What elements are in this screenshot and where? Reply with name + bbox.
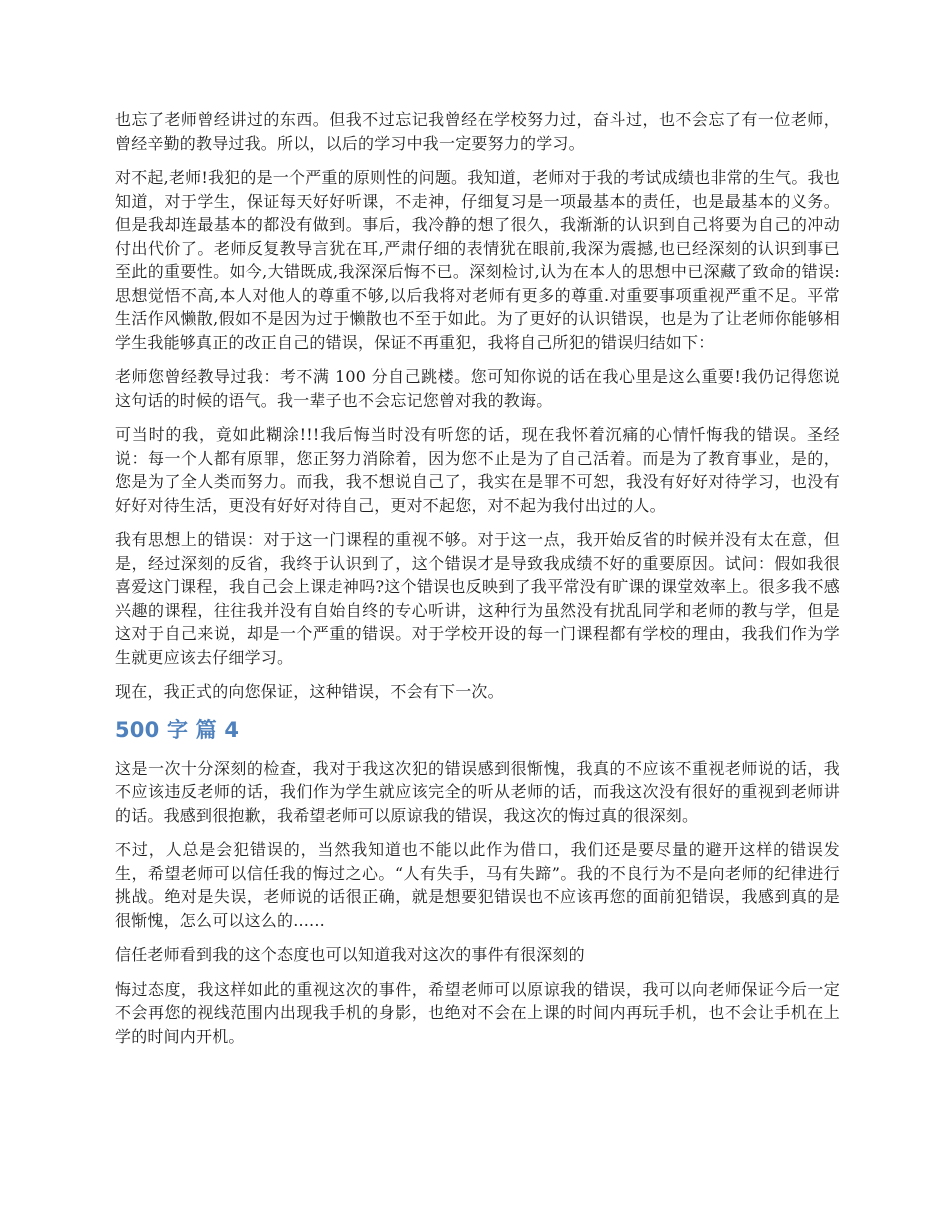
- paragraph-3: 老师您曾经教导过我：考不满 100 分自己跳楼。您可知你说的话在我心里是这么重要!我仍记得您说这句话的时候的语气。我一辈子也不会忘记您曾对我的教诲。: [115, 367, 840, 410]
- paragraph-5: 我有思想上的错误：对于这一门课程的重视不够。对于这一点，我开始反省的时候并没有太在意，但是，经过深刻的反省，我终于认识到了，这个错误才是导致我成绩不好的重要原因。试问：假如我很喜爱这门课程，我自己会上课走神吗?这个错误也反映到了我平常没有旷课的课堂效率上。很多我不感兴趣的课程，往往我并没有自始自终的专心听讲，这种行为虽然没有扰乱同学和老师的教与学，但是这对于自己来说，却是一个严重的错误。对于学校开设的每一门课程都有学校的理由，我我们作为学生就更应该去仔细学习。: [115, 530, 840, 667]
- paragraph-10: 悔过态度，我这样如此的重视这次的事件，希望老师可以原谅我的错误，我可以向老师保证今后一定不会再您的视线范围内出现我手机的身影，也绝对不会在上课的时间内再玩手机，也不会让手机在上学的时间内开机。: [115, 979, 840, 1046]
- paragraph-8: 不过，人总是会犯错误的，当然我知道也不能以此作为借口，我们还是要尽量的避开这样的错误发生，希望老师可以信任我的悔过之心。“人有失手，马有失蹄”。我的不良行为不是向老师的纪律进行挑战。绝对是失误，老师说的话很正确，就是想要犯错误也不应该再您的面前犯错误，我感到真的是很惭愧，怎么可以这么的......: [115, 840, 840, 930]
- paragraph-2: 对不起,老师!我犯的是一个严重的原则性的问题。我知道，老师对于我的考试成绩也非常的生气。我也知道，对于学生，保证每天好好听课，不走神，仔细复习是一项最基本的责任，也是最基本的义务。但是我却连最基本的都没有做到。事后，我冷静的想了很久，我渐渐的认识到自己将要为自己的冲动付出代价了。老师反复教导言犹在耳,严肃仔细的表情犹在眼前,我深为震撼,也已经深刻的认识到事已至此的重要性。如今,大错既成,我深深后悔不已。深刻检讨,认为在本人的思想中已深藏了致命的错误:思想觉悟不高,本人对他人的尊重不够,以后我将对老师有更多的尊重.对重要事项重视严重不足。平常生活作风懒散,假如不是因为过于懒散也不至于如此。为了更好的认识错误，也是为了让老师你能够相学生我能够真正的改正自己的错误，保证不再重犯，我将自己所犯的错误归结如下：: [115, 168, 840, 352]
- paragraph-1: 也忘了老师曾经讲过的东西。但我不过忘记我曾经在学校努力过，奋斗过，也不会忘了有一位老师，曾经辛勤的教导过我。所以，以后的学习中我一定要努力的学习。: [115, 110, 840, 153]
- document-page: [115, 108, 840, 1059]
- paragraph-4: 可当时的我，竟如此糊涂!!!我后悔当时没有听您的话，现在我怀着沉痛的心情忏悔我的错误。圣经说：每一个人都有原罪，您正努力消除着，因为您不止是为了自己活着。而是为了教育事业，是的，您是为了全人类而努力。而我，我不想说自己了，我实在是罪不可恕，我没有好好对待学习，也没有好好对待生活，更没有好好对待自己，更对不起您，对不起为我付出过的人。: [115, 425, 840, 515]
- paragraph-9: 信任老师看到我的这个态度也可以知道我对这次的事件有很深刻的: [115, 945, 585, 964]
- section-heading: 500 字 篇 4: [115, 717, 240, 742]
- paragraph-7: 这是一次十分深刻的检查，我对于我这次犯的错误感到很惭愧，我真的不应该不重视老师说的话，我不应该违反老师的话，我们作为学生就应该完全的听从老师的话，而我这次没有很好的重视到老师讲的话。我感到很抱歉，我希望老师可以原谅我的错误，我这次的悔过真的很深刻。: [115, 758, 840, 825]
- paragraph-6: 现在，我正式的向您保证，这种错误，不会有下一次。: [115, 682, 504, 701]
